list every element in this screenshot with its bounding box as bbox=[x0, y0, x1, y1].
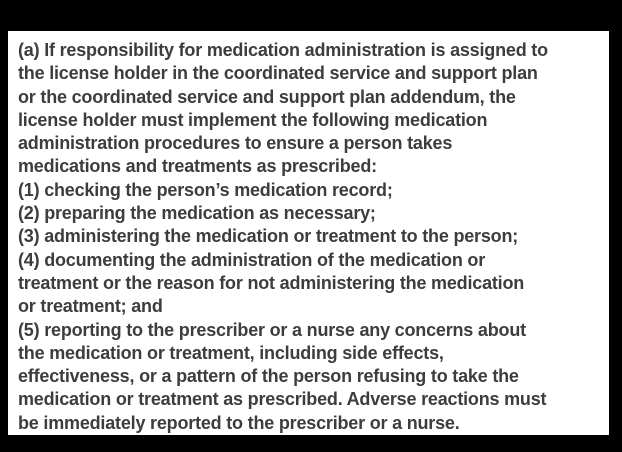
text-line: treatment or the reason for not administering the medication bbox=[18, 272, 525, 293]
statute-text-block bbox=[18, 39, 609, 435]
text-line: the medication or treatment, including side effects, bbox=[18, 342, 444, 363]
text-line: (3) administering the medication or treatment to the person; bbox=[18, 226, 519, 247]
text-line: the license holder in the coordinated service and support plan bbox=[18, 63, 538, 84]
letterbox-top-bar bbox=[0, 0, 622, 31]
text-line: medications and treatments as prescribed: bbox=[18, 156, 377, 177]
letterbox-right-bar bbox=[609, 0, 622, 452]
text-line: (4) documenting the administration of the medication or bbox=[18, 249, 486, 270]
text-line: effectiveness, or a pattern of the person refusing to take the bbox=[18, 366, 519, 387]
letterbox-left-bar bbox=[0, 0, 8, 452]
text-line: or the coordinated service and support plan addendum, the bbox=[18, 86, 516, 107]
text-line: (a) If responsibility for medication administration is assigned to bbox=[18, 40, 548, 60]
text-line: (2) preparing the medication as necessary; bbox=[18, 203, 376, 224]
text-line: or treatment; and bbox=[18, 296, 163, 317]
text-line: medication or treatment as prescribed. Adverse reactions must bbox=[18, 389, 547, 410]
text-line: (5) reporting to the prescriber or a nurse any concerns about bbox=[18, 319, 526, 340]
text-line: be immediately reported to the prescriber or a nurse. bbox=[18, 412, 460, 433]
text-line: administration procedures to ensure a person takes bbox=[18, 133, 453, 154]
text-line: license holder must implement the following medication bbox=[18, 109, 488, 130]
text-line: (1) checking the person’s medication record; bbox=[18, 179, 393, 200]
letterbox-bottom-bar bbox=[0, 435, 622, 452]
